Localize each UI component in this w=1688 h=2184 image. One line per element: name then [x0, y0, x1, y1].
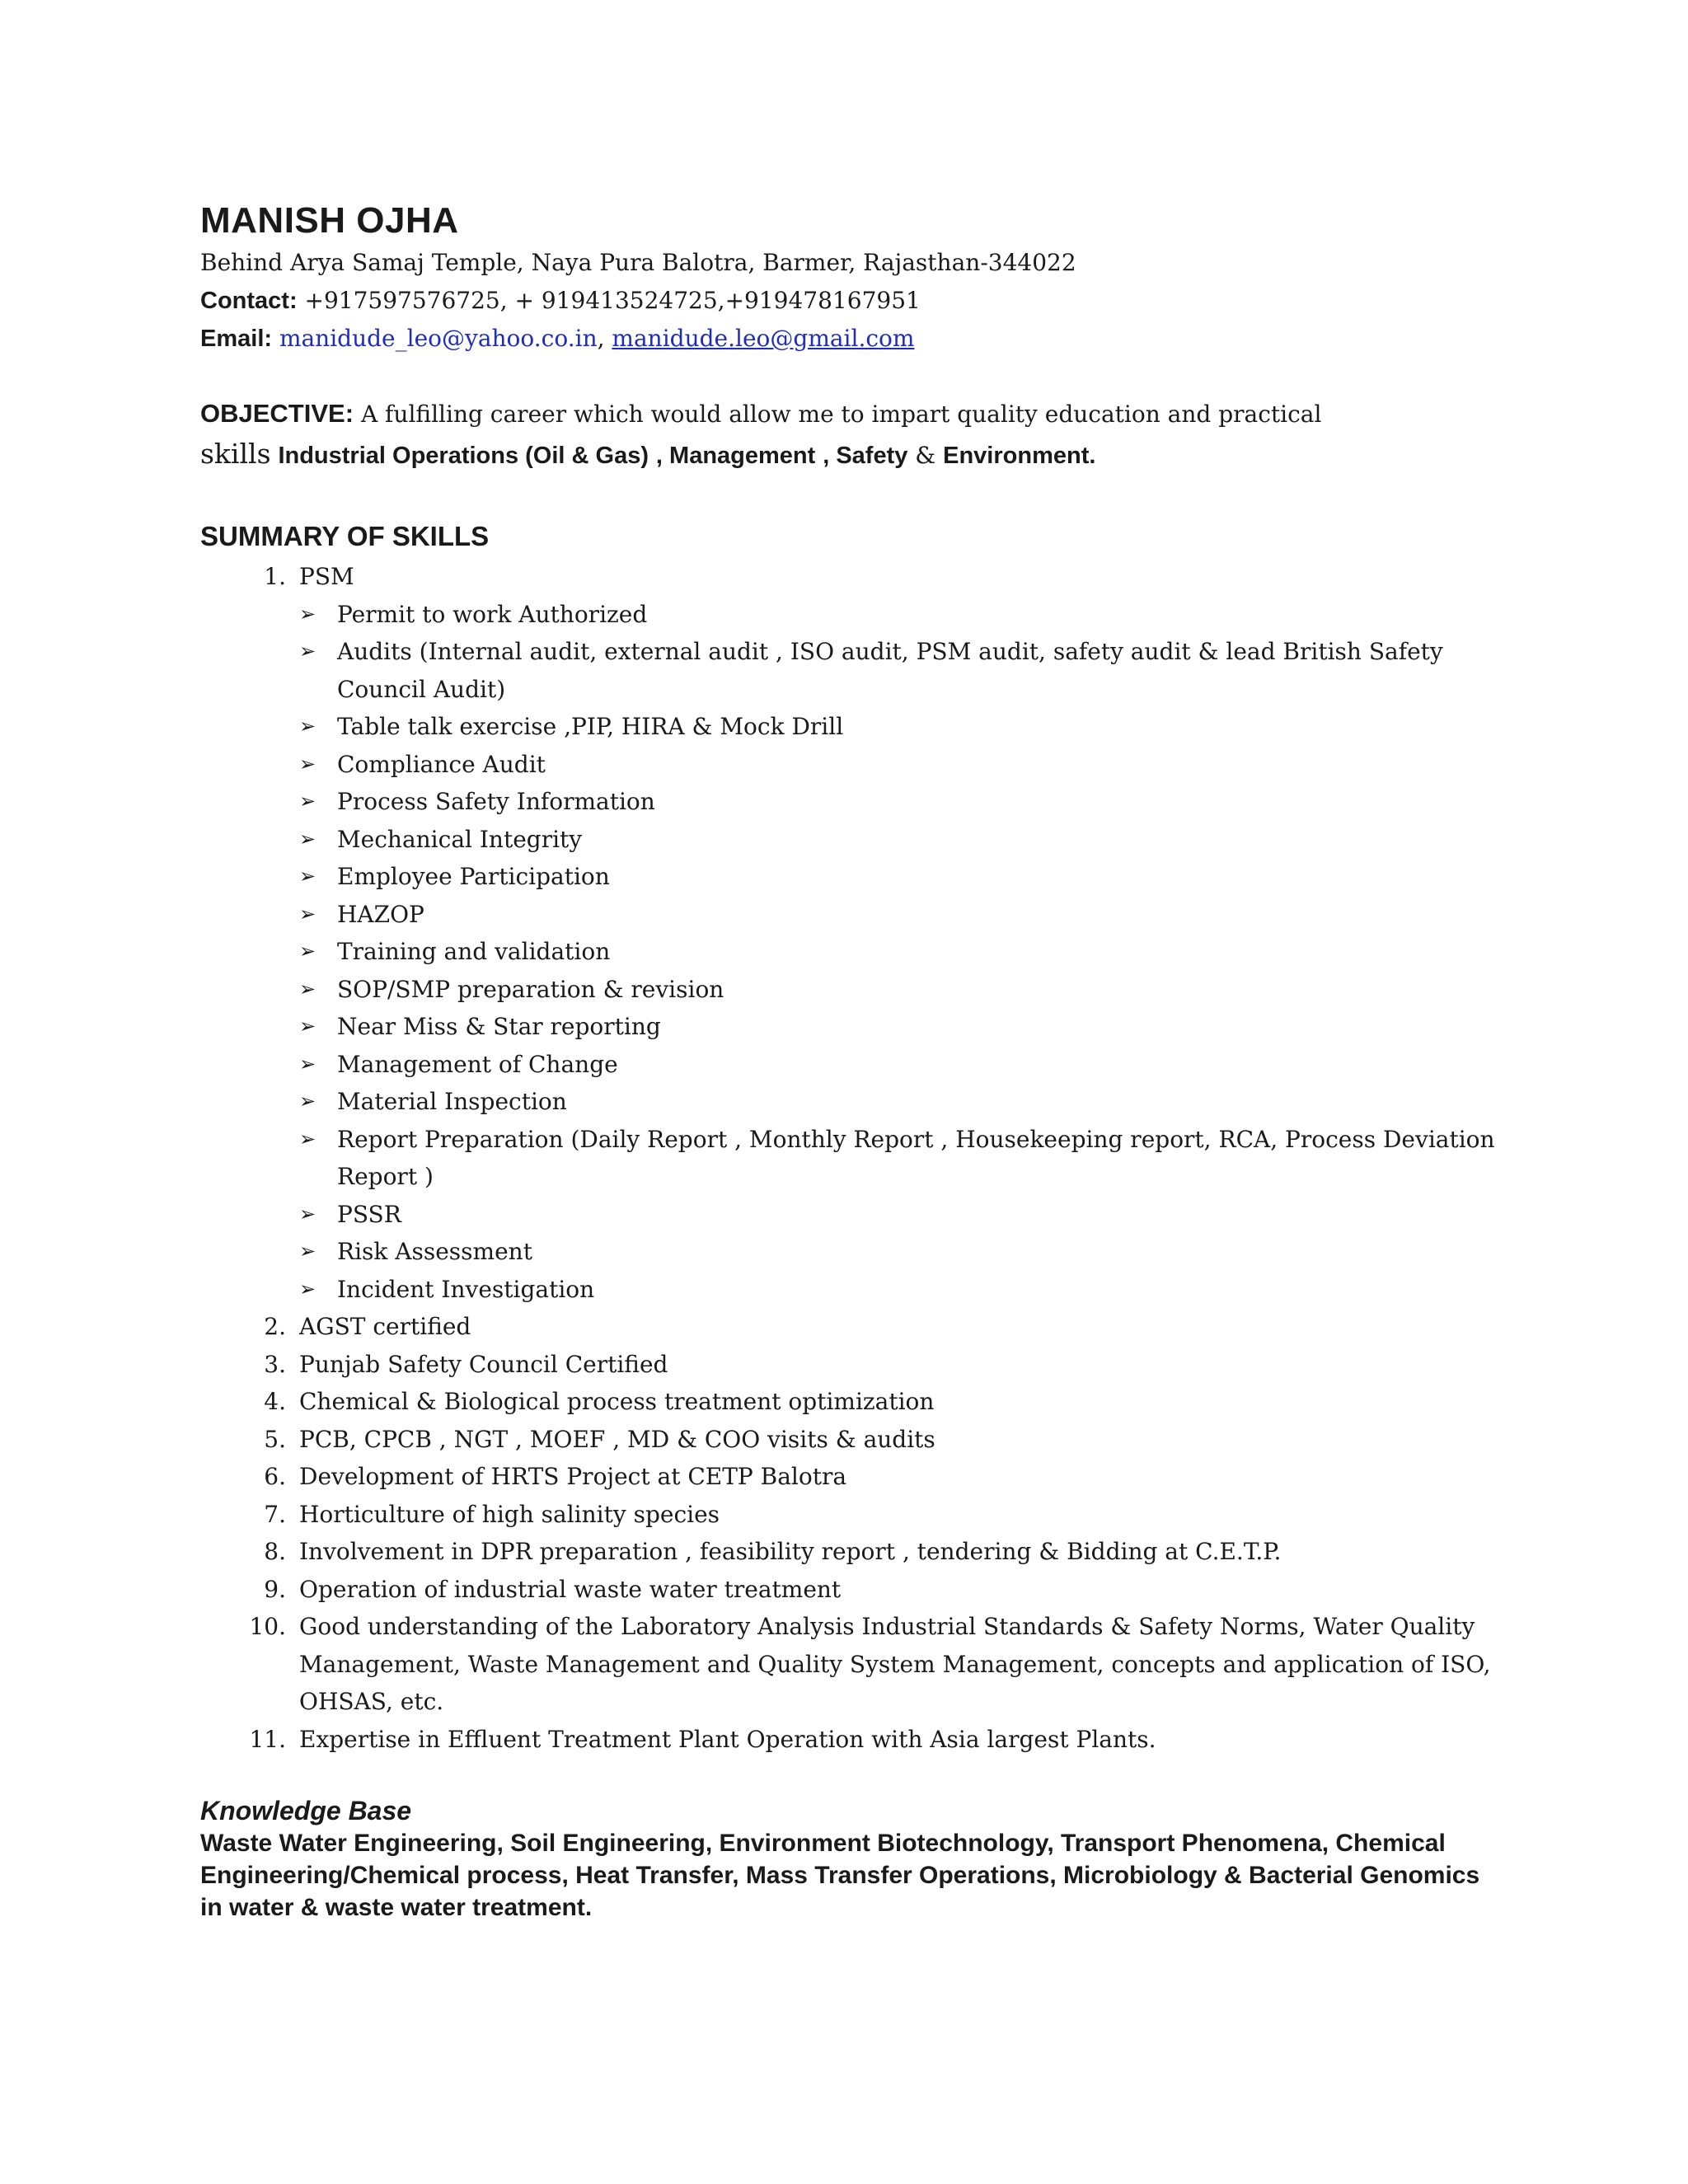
arrowhead-bullet-icon: ➢	[299, 1052, 316, 1076]
skill-text: Punjab Safety Council Certified	[299, 1350, 668, 1378]
skill-text: Development of HRTS Project at CETP Balotra	[299, 1463, 847, 1490]
objective-focus-4: Environment.	[943, 443, 1096, 469]
subskill-text: Near Miss & Star reporting	[337, 1013, 661, 1040]
skill-text: Involvement in DPR preparation , feasibility report , tendering & Bidding at C.E.T.P.	[299, 1538, 1282, 1565]
address: Behind Arya Samaj Temple, Naya Pura Balotra, Barmer, Rajasthan-344022	[200, 249, 1076, 276]
skill-number: 8.	[264, 1538, 286, 1565]
skill-number: 3.	[264, 1350, 286, 1378]
contact-label: Contact:	[200, 288, 298, 314]
resume-page	[200, 198, 1503, 1924]
subskill-text: PSSR	[337, 1200, 401, 1228]
skill-text: PSM	[299, 563, 354, 590]
skill-text: Horticulture of high salinity species	[299, 1500, 720, 1528]
arrowhead-bullet-icon: ➢	[299, 940, 316, 963]
subskill-text: Process Safety Information	[337, 788, 655, 815]
subskill-item	[299, 1121, 1503, 1196]
subskill-text: Table talk exercise ,PIP, HIRA & Mock Drill	[337, 713, 844, 740]
skill-number: 10.	[249, 1613, 286, 1640]
subskill-text: SOP/SMP preparation & revision	[337, 975, 724, 1003]
objective-ampersand: &	[915, 442, 936, 469]
skill-text: Good understanding of the Laboratory Analysis Industrial Standards & Safety Norms, Water Quality Management, Waste Management and Quality System Management, concepts and application of ISO, OHSAS, etc.	[299, 1613, 1491, 1715]
arrowhead-bullet-icon: ➢	[299, 1015, 316, 1038]
objective-focus-1: Industrial Operations (Oil & Gas)	[278, 443, 649, 469]
subskill-item	[299, 596, 1503, 634]
arrowhead-bullet-icon: ➢	[299, 1202, 316, 1226]
skill-text: PCB, CPCB , NGT , MOEF , MD & COO visits & audits	[299, 1425, 935, 1453]
objective-label: OBJECTIVE:	[200, 399, 354, 428]
subskill-text: Permit to work Authorized	[337, 600, 648, 628]
arrowhead-bullet-icon: ➢	[299, 602, 316, 626]
skill-text: AGST certified	[299, 1313, 471, 1340]
skill-number: 2.	[264, 1313, 286, 1340]
arrowhead-bullet-icon: ➢	[299, 865, 316, 888]
skill-number: 11.	[249, 1725, 286, 1753]
skill-text: Chemical & Biological process treatment optimization	[299, 1388, 935, 1415]
subskill-text: Employee Participation	[337, 863, 610, 890]
skill-item	[200, 1383, 1503, 1421]
objective-focus-2: , Management	[655, 443, 816, 469]
subskill-text: Mechanical Integrity	[337, 825, 583, 853]
subskill-text: Training and validation	[337, 938, 611, 965]
subskill-item	[299, 1271, 1503, 1309]
email-line	[200, 320, 1503, 358]
subskill-item	[299, 1083, 1503, 1121]
subskill-item	[299, 896, 1503, 934]
arrowhead-bullet-icon: ➢	[299, 1127, 316, 1151]
arrowhead-bullet-icon: ➢	[299, 1240, 316, 1263]
skill-item	[200, 1458, 1503, 1496]
subskill-item	[299, 708, 1503, 746]
skill-number: 4.	[264, 1388, 286, 1415]
candidate-name: MANISH OJHA	[200, 200, 459, 241]
contact-line	[200, 282, 1503, 320]
skill-item	[200, 1421, 1503, 1459]
skill-text: Expertise in Effluent Treatment Plant Operation with Asia largest Plants.	[299, 1725, 1156, 1753]
arrowhead-bullet-icon: ➢	[299, 1277, 316, 1301]
arrowhead-bullet-icon: ➢	[299, 977, 316, 1001]
arrowhead-bullet-icon: ➢	[299, 1090, 316, 1113]
subskill-item	[299, 971, 1503, 1009]
subskill-text: Incident Investigation	[337, 1275, 595, 1303]
subskill-item	[299, 821, 1503, 859]
skill-item	[200, 1721, 1503, 1759]
skill-item	[200, 1571, 1503, 1609]
arrowhead-bullet-icon: ➢	[299, 715, 316, 738]
arrowhead-bullet-icon: ➢	[299, 827, 316, 851]
skill-item	[200, 1308, 1503, 1346]
skill-text: Operation of industrial waste water treatment	[299, 1575, 842, 1603]
subskill-text: Compliance Audit	[337, 750, 546, 778]
objective-skills-word: skills	[200, 438, 271, 470]
contact-numbers: +917597576725, + 919413524725,+919478167951	[304, 287, 921, 314]
skill-item	[200, 1346, 1503, 1384]
skill-item	[200, 558, 1503, 1308]
email-separator: ,	[597, 325, 605, 352]
skill-number: 6.	[264, 1463, 286, 1490]
objective-text: A fulfilling career which would allow me to impart quality education and practical	[360, 401, 1322, 428]
email-label: Email:	[200, 326, 273, 352]
skill-item	[200, 1533, 1503, 1571]
skill-number: 9.	[264, 1575, 286, 1603]
subskill-item	[299, 1046, 1503, 1084]
subskill-text: Material Inspection	[337, 1088, 567, 1115]
knowledge-base-title: Knowledge Base	[200, 1796, 412, 1825]
arrowhead-bullet-icon: ➢	[299, 902, 316, 926]
knowledge-base-body: Waste Water Engineering, Soil Engineering, Environment Biotechnology, Transport Phenomena, Chemical Engineering/Chemical process, Heat Transfer, Mass Transfer Operations, Microbiology & Bacterial Genomics in water & waste water treatment.	[200, 1830, 1480, 1921]
skill-item	[200, 1608, 1503, 1721]
subskill-item	[299, 858, 1503, 896]
subskill-text: Management of Change	[337, 1050, 618, 1078]
skills-section-title: SUMMARY OF SKILLS	[200, 521, 490, 551]
subskill-text: Audits (Internal audit, external audit , ISO audit, PSM audit, safety audit & lead British Safety Council Audit)	[337, 638, 1443, 703]
subskill-item	[299, 1233, 1503, 1271]
objective-focus-3: , Safety	[823, 443, 908, 469]
subskill-item	[299, 746, 1503, 784]
skill-number: 7.	[264, 1500, 286, 1528]
skills-list	[200, 558, 1503, 1758]
objective-section	[200, 394, 1503, 476]
psm-subskills-list	[299, 596, 1503, 1309]
subskill-text: HAZOP	[337, 900, 424, 928]
arrowhead-bullet-icon: ➢	[299, 640, 316, 663]
subskill-text: Report Preparation (Daily Report , Monthly Report , Housekeeping report, RCA, Process Deviation Report )	[337, 1125, 1495, 1190]
arrowhead-bullet-icon: ➢	[299, 790, 316, 813]
subskill-item	[299, 1196, 1503, 1234]
email-link-gmail[interactable]: manidude.leo@gmail.com	[612, 325, 915, 352]
skill-item	[200, 1496, 1503, 1534]
skill-number: 5.	[264, 1425, 286, 1453]
subskill-item	[299, 633, 1503, 708]
subskill-item	[299, 783, 1503, 821]
subskill-item	[299, 1008, 1503, 1046]
email-link-yahoo[interactable]: manidude_leo@yahoo.co.in	[279, 325, 598, 352]
arrowhead-bullet-icon: ➢	[299, 752, 316, 776]
skill-number: 1.	[264, 563, 286, 590]
subskill-item	[299, 933, 1503, 971]
subskill-text: Risk Assessment	[337, 1238, 532, 1265]
